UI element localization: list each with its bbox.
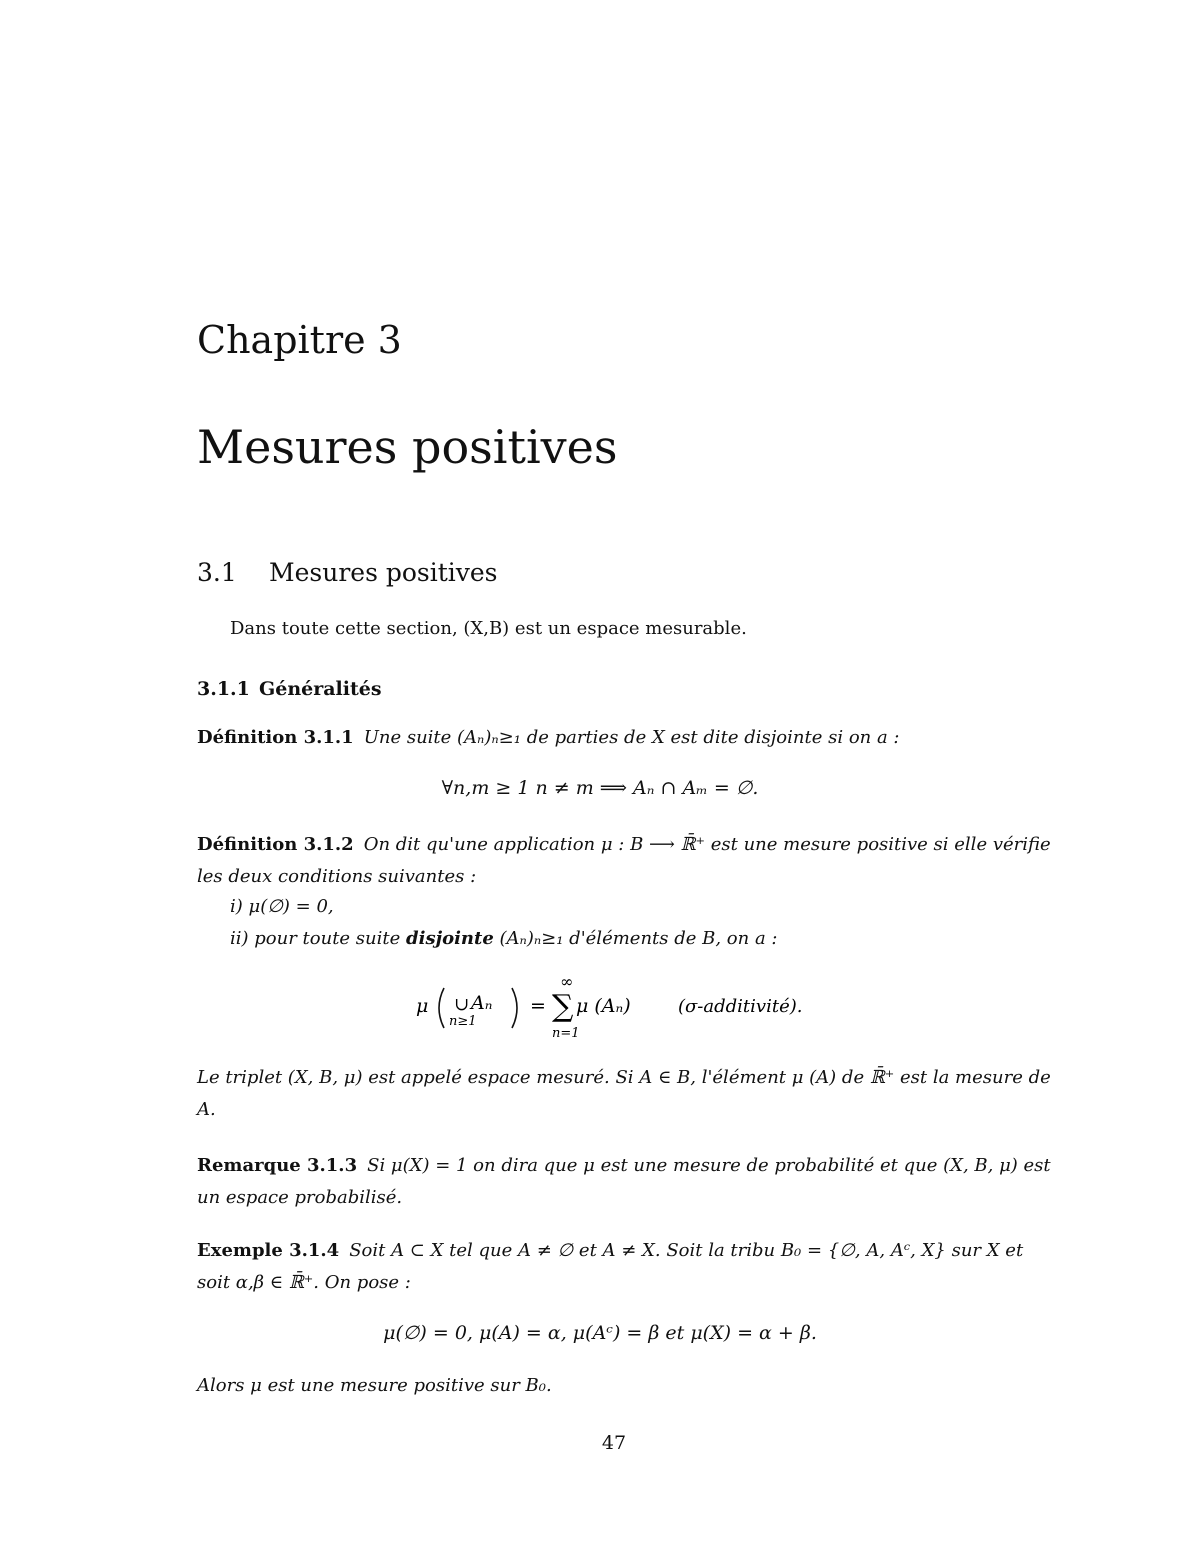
section-number: 3.1 (197, 558, 237, 587)
definition-1-text: Une suite (Aₙ)ₙ≥₁ de parties de X est dite disjointe si on a : (363, 727, 900, 748)
definition-2-condition-1: i) μ(∅) = 0, (230, 896, 334, 917)
section-heading (197, 558, 498, 587)
chapter-label: Chapitre 3 (197, 318, 402, 362)
example (197, 1235, 1057, 1299)
remark-label: Remarque 3.1.3 (197, 1155, 358, 1176)
subsection-number: 3.1.1 (197, 678, 250, 700)
definition-1 (197, 722, 1057, 754)
remark-text: Si μ(X) = 1 on dira que μ est une mesure de probabilité et que (X, B, μ) est un espace probabilisé. (197, 1155, 1051, 1208)
formula-term: μ (Aₙ) (576, 995, 631, 1017)
sigma-additivity-formula (378, 972, 828, 1042)
definition-2-after: Le triplet (X, B, μ) est appelé espace mesuré. Si A ∈ B, l'élément μ (A) de ℝ̄⁺ est la mesure de A. (197, 1067, 1051, 1120)
formula-an: Aₙ (471, 992, 493, 1014)
formula-union-sub: n≥1 (449, 1014, 477, 1029)
definition-2-label: Définition 3.1.2 (197, 834, 354, 855)
section-title: Mesures positives (269, 558, 498, 587)
formula-sum: ∑ (552, 989, 574, 1024)
remark (197, 1150, 1057, 1214)
formula-sum-top: ∞ (560, 972, 574, 991)
definition-1-formula: ∀n,m ≥ 1 n ≠ m ⟹ Aₙ ∩ Aₘ = ∅. (441, 777, 759, 799)
section-intro: Dans toute cette section, (X,B) est un espace mesurable. (230, 618, 747, 639)
example-conclusion: Alors μ est une mesure positive sur B₀. (197, 1375, 552, 1396)
definition-2-condition-2 (230, 928, 777, 949)
formula-equals: = (530, 995, 546, 1017)
definition-2-text: On dit qu'une application μ : B ⟶ ℝ̄⁺ est une mesure positive si elle vérifie les deux conditions suivantes : (197, 834, 1051, 887)
formula-union: ∪ (454, 994, 470, 1015)
subsection-title: Généralités (259, 678, 382, 700)
definition-2 (197, 829, 1057, 893)
condition-2-bold: disjointe (406, 928, 494, 949)
left-paren (439, 988, 444, 1028)
example-formula: μ(∅) = 0, μ(A) = α, μ(Aᶜ) = β et μ(X) = α + β. (383, 1322, 817, 1344)
example-label: Exemple 3.1.4 (197, 1240, 340, 1261)
example-text: Soit A ⊂ X tel que A ≠ ∅ et A ≠ X. Soit la tribu B₀ = {∅, A, Aᶜ, X} sur X et soit α,β ∈ ℝ̄⁺. On pose : (197, 1240, 1024, 1293)
definition-1-label: Définition 3.1.1 (197, 727, 354, 748)
formula-note: (σ-additivité). (678, 996, 803, 1017)
page-number: 47 (601, 1432, 627, 1454)
formula-mu: μ (416, 995, 429, 1017)
condition-2-post: (Aₙ)ₙ≥₁ d'éléments de B, on a : (499, 928, 778, 949)
subsection-heading (197, 678, 382, 700)
chapter-title: Mesures positives (197, 420, 618, 474)
right-paren (512, 988, 517, 1028)
condition-2-pre: ii) pour toute suite (230, 928, 401, 949)
formula-sum-bottom: n=1 (552, 1026, 580, 1041)
